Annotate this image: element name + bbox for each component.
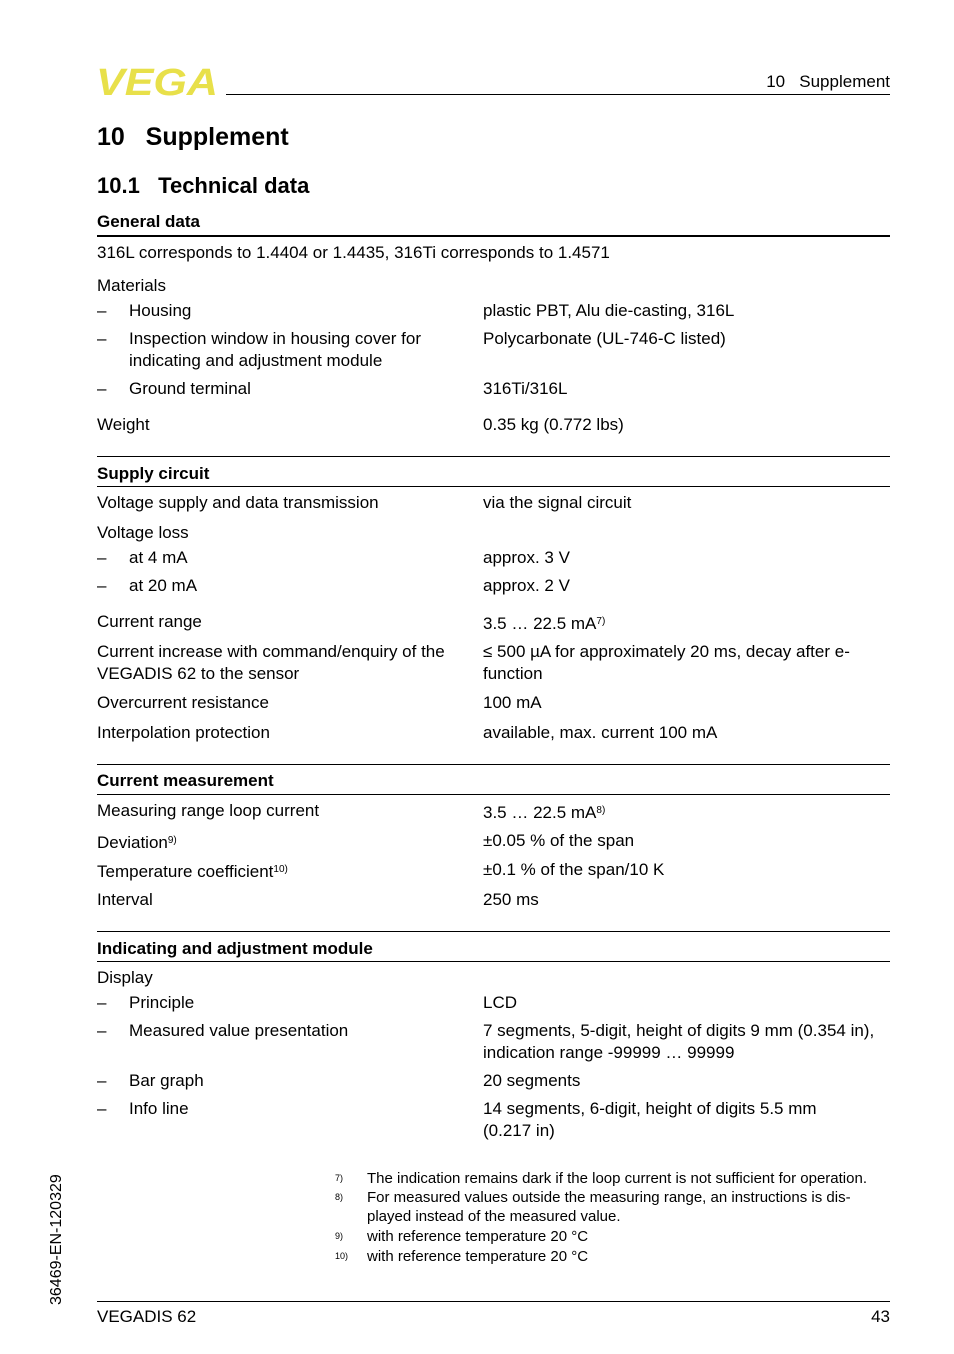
housing-value: plastic PBT, Alu die-casting, 316L: [483, 301, 735, 320]
header-rule: [226, 94, 890, 95]
housing-label: Housing: [129, 301, 192, 320]
materials-note: 316L corresponds to 1.4404 or 1.4435, 316Ti corresponds to 1.4571: [97, 243, 610, 262]
voltage-supply-value: via the signal circuit: [483, 493, 632, 512]
current-measurement-heading: Current measurement: [97, 771, 274, 790]
footnote-number: 9): [335, 1231, 344, 1241]
dash-marker: –: [97, 379, 107, 398]
deviation-value: ±0.05 % of the span: [483, 831, 635, 850]
current-top-rule: [97, 764, 890, 765]
section-title: 10.1 Technical data: [97, 173, 310, 198]
supply-top-rule: [97, 456, 890, 457]
current-increase-value: ≤ 500 µA for approximately 20 ms, decay after e-function: [483, 642, 850, 683]
principle-value: LCD: [483, 993, 518, 1012]
dash-marker: –: [97, 301, 107, 320]
interpolation-label: Interpolation protection: [97, 723, 270, 742]
principle-label: Principle: [129, 993, 195, 1012]
measured-value-presentation-label: Measured value presentation: [129, 1021, 349, 1040]
current-range-value: 3.5 … 22.5 $mA^{7)}$: [483, 614, 606, 633]
loss-20ma-label: at 20 mA: [129, 576, 198, 595]
interval-label: Interval: [97, 890, 153, 909]
footnote-text: For measured values outside the measuring range, an instructions is dis-played instead of the measured value.: [367, 1189, 851, 1225]
dash-marker: –: [97, 1099, 107, 1118]
loss-4ma-label: at 4 mA: [129, 548, 188, 567]
materials-label: Materials: [97, 276, 166, 295]
current-measurement-rule: [97, 794, 890, 795]
footnote-text: The indication remains dark if the loop current is not sufficient for operation.: [367, 1170, 867, 1187]
current-increase-label: Current increase with command/enquiry of the VEGADIS 62 to the sensor: [97, 642, 445, 683]
dash-marker: –: [97, 576, 107, 595]
deviation-label: Deviation$^{9)}$: [97, 833, 177, 852]
current-range-label: Current range: [97, 612, 202, 631]
voltage-loss-label: Voltage loss: [97, 523, 189, 542]
dash-marker: –: [97, 1021, 107, 1040]
temperature-coefficient-value: ±0.1 % of the span/10 K: [483, 860, 665, 879]
footnote-number: 10): [335, 1251, 349, 1261]
bar-graph-value: 20 segments: [483, 1071, 581, 1090]
footnote-ref: 10): [273, 864, 288, 875]
supply-circuit-rule: [97, 486, 890, 487]
footnote-text: with reference temperature 20 °C: [367, 1248, 589, 1265]
indicating-module-heading: Indicating and adjustment module: [97, 939, 373, 958]
footnote-text: with reference temperature 20 °C: [367, 1228, 589, 1245]
footnote-ref: 9): [167, 835, 177, 846]
chapter-title: 10 Supplement: [97, 123, 289, 151]
footnote-number: 8): [335, 1192, 344, 1202]
interpolation-value: available, max. current 100 mA: [483, 723, 718, 742]
header-section-title: 10 Supplement: [766, 72, 890, 91]
overcurrent-label: Overcurrent resistance: [97, 693, 269, 712]
measured-value-presentation-value: 7 segments, 5-digit, height of digits 9 mm (0.354 in), indication range -99999 … 99999: [483, 1021, 875, 1062]
footer-product-name: VEGADIS 62: [97, 1307, 197, 1326]
ground-terminal-value: 316Ti/316L: [483, 379, 568, 398]
general-data-heading: General data: [97, 212, 200, 231]
dash-marker: –: [97, 993, 107, 1012]
general-data-rule: [97, 235, 890, 237]
weight-value: 0.35 kg (0.772 lbs): [483, 415, 624, 434]
footnote-number: 7): [335, 1173, 344, 1183]
logo-text: VEGA: [96, 64, 218, 98]
page-number: 43: [871, 1307, 890, 1326]
measuring-range-value: 3.5 … 22.5 $mA^{8)}$: [483, 803, 606, 822]
supply-circuit-heading: Supply circuit: [97, 464, 210, 483]
info-line-label: Info line: [129, 1099, 189, 1118]
footnote-ref: 7): [596, 616, 606, 627]
loss-4ma-value: approx. 3 V: [483, 548, 570, 567]
footer-rule: [97, 1301, 890, 1302]
vega-logo: [96, 64, 220, 98]
footnote-ref: 8): [596, 805, 606, 816]
indicating-module-rule: [97, 961, 890, 962]
display-label: Display: [97, 968, 153, 987]
bar-graph-label: Bar graph: [129, 1071, 204, 1090]
info-line-value: 14 segments, 6-digit, height of digits 5.5 mm (0.217 in): [483, 1099, 817, 1140]
dash-marker: –: [97, 548, 107, 567]
temperature-coefficient-label: Temperature coefficient$^{10)}$: [97, 862, 288, 881]
voltage-supply-label: Voltage supply and data transmission: [97, 493, 379, 512]
dash-marker: –: [97, 329, 107, 348]
dash-marker: –: [97, 1071, 107, 1090]
inspection-window-value: Polycarbonate (UL-746-C listed): [483, 329, 726, 348]
overcurrent-value: 100 mA: [483, 693, 542, 712]
weight-label: Weight: [97, 415, 150, 434]
indicating-top-rule: [97, 931, 890, 932]
inspection-window-label: Inspection window in housing cover for indicating and adjustment module: [129, 329, 421, 370]
document-id: 36469-EN-120329: [48, 1174, 65, 1305]
loss-20ma-value: approx. 2 V: [483, 576, 570, 595]
measuring-range-label: Measuring range loop current: [97, 801, 320, 820]
ground-terminal-label: Ground terminal: [129, 379, 251, 398]
interval-value: 250 ms: [483, 890, 539, 909]
